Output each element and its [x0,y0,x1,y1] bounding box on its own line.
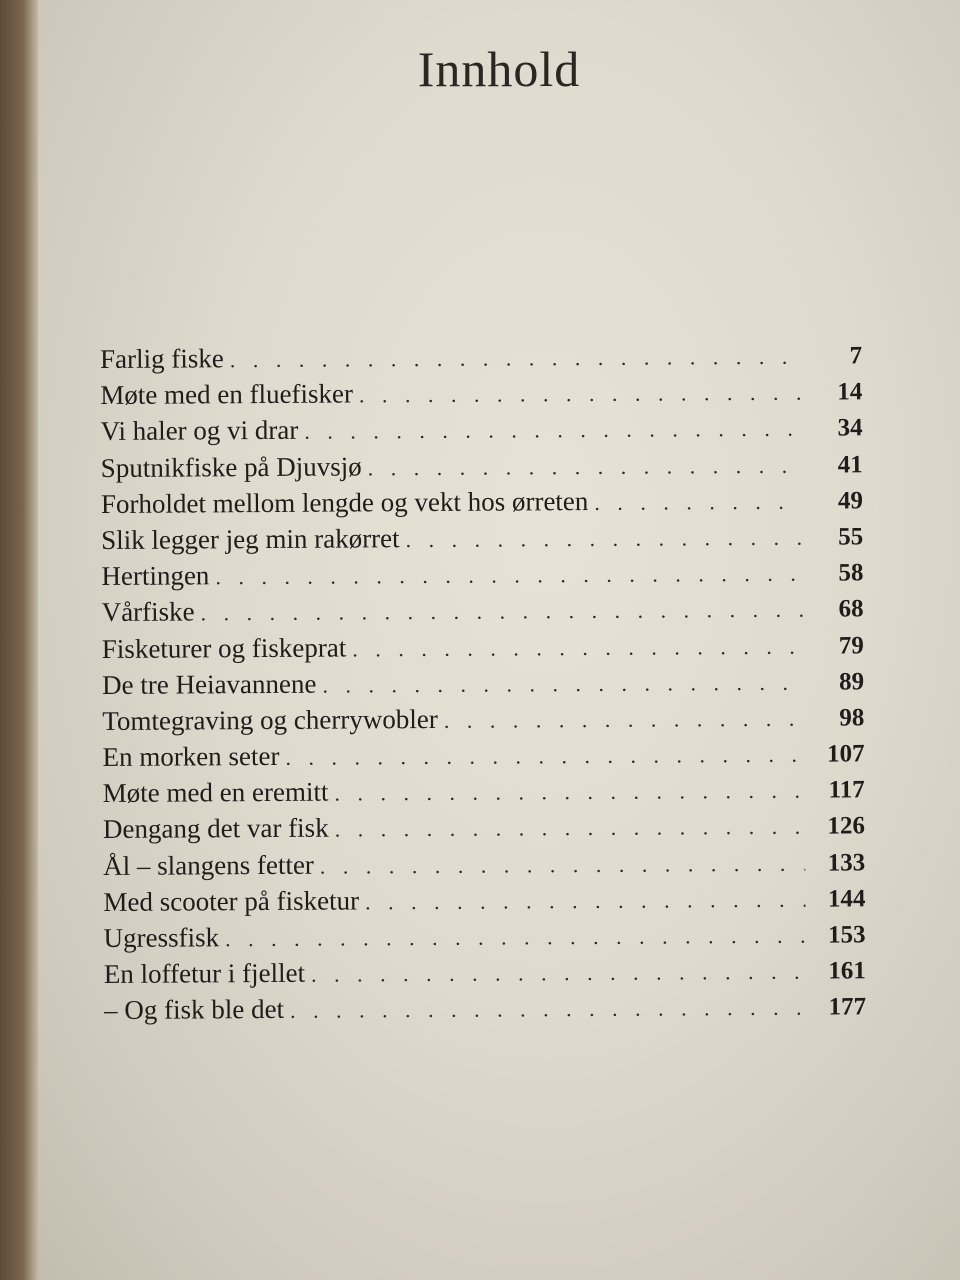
dot-leader [365,887,805,916]
dot-leader [334,778,804,807]
toc-entry [104,918,866,959]
entry-title: Farlig fiske [100,343,224,374]
table-of-contents [100,339,866,1031]
page-number: 89 [838,668,865,696]
dot-leader [225,923,806,953]
dot-leader [359,380,802,409]
page-number: 55 [838,523,864,551]
page-number: 153 [828,921,866,949]
page-number: 34 [837,414,863,442]
entry-title: Dengang det var fisk [102,813,329,845]
entry-title: Forholdet mellom lengde og vekt hos ørreten [100,485,589,519]
page-number: 133 [827,848,866,877]
dot-leader [320,850,805,879]
entry-title: Sputnikfiske på Djuvsjø [100,450,362,483]
toc-entry [100,339,862,380]
entry-title: Tomtegraving og cherrywobler [102,703,438,736]
toc-entry [103,846,865,887]
toc-entry [102,629,864,670]
toc-entry [100,412,862,453]
dot-leader [322,669,804,698]
page-number: 41 [837,450,863,479]
toc-entry [103,882,865,923]
entry-title: Fisketurer og fiskeprat [101,632,347,664]
dot-leader [230,344,802,373]
page-title: Innhold [417,41,581,97]
dot-leader [311,959,806,988]
page-number: 144 [827,885,866,913]
entry-title: Møte med en fluefisker [100,378,354,411]
toc-entry [101,484,863,525]
entry-title: Møte med en eremitt [102,776,329,809]
entry-title: Vi haler og vi drar [100,415,299,447]
dot-leader [304,416,802,445]
page-number: 49 [837,487,864,515]
dot-leader [285,742,804,771]
page-number: 177 [828,993,867,1021]
dot-leader [352,633,804,662]
toc-entry [102,593,864,634]
page-number: 161 [828,957,866,985]
toc-entry [102,701,864,742]
page-number: 68 [838,595,864,623]
page-number: 14 [837,378,863,406]
page-number: 107 [826,740,865,768]
dot-leader [335,814,805,843]
entry-title: Vårfiske [101,596,195,628]
book-page [38,0,960,1280]
dot-leader [444,706,805,734]
page-number: 58 [838,559,864,587]
page-number: 117 [828,776,865,804]
page-number: 79 [838,631,864,659]
toc-entry [104,991,866,1032]
entry-title: Ugressfisk [103,922,220,953]
toc-entry [100,376,862,417]
entry-title: Hertingen [101,560,210,592]
toc-entry [104,955,866,996]
entry-title: De tre Heiavannene [101,668,317,700]
entry-title: Ål – slangens fetter [103,849,314,881]
dot-leader [201,597,804,627]
dot-leader [594,488,803,515]
entry-title: En morken seter [102,740,280,773]
dot-leader [368,452,803,481]
page-number: 98 [839,704,865,732]
toc-entry [101,556,863,597]
toc-entry [103,774,865,815]
toc-entry [101,448,863,489]
page-number: 126 [827,812,866,841]
entry-title: En loffetur i fjellet [103,957,306,990]
toc-entry [103,810,865,851]
book-spine-edge [0,0,42,1280]
entry-title: – Og fisk ble det [103,994,285,1026]
dot-leader [215,561,803,591]
page-number: 7 [849,342,863,370]
entry-title: Slik legger jeg min rakørret [101,523,400,555]
toc-entry [102,665,864,706]
toc-entry [102,737,864,778]
dot-leader [406,525,804,553]
dot-leader [290,995,806,1024]
toc-entry [101,520,863,561]
entry-title: Med scooter på fisketur [103,885,360,917]
